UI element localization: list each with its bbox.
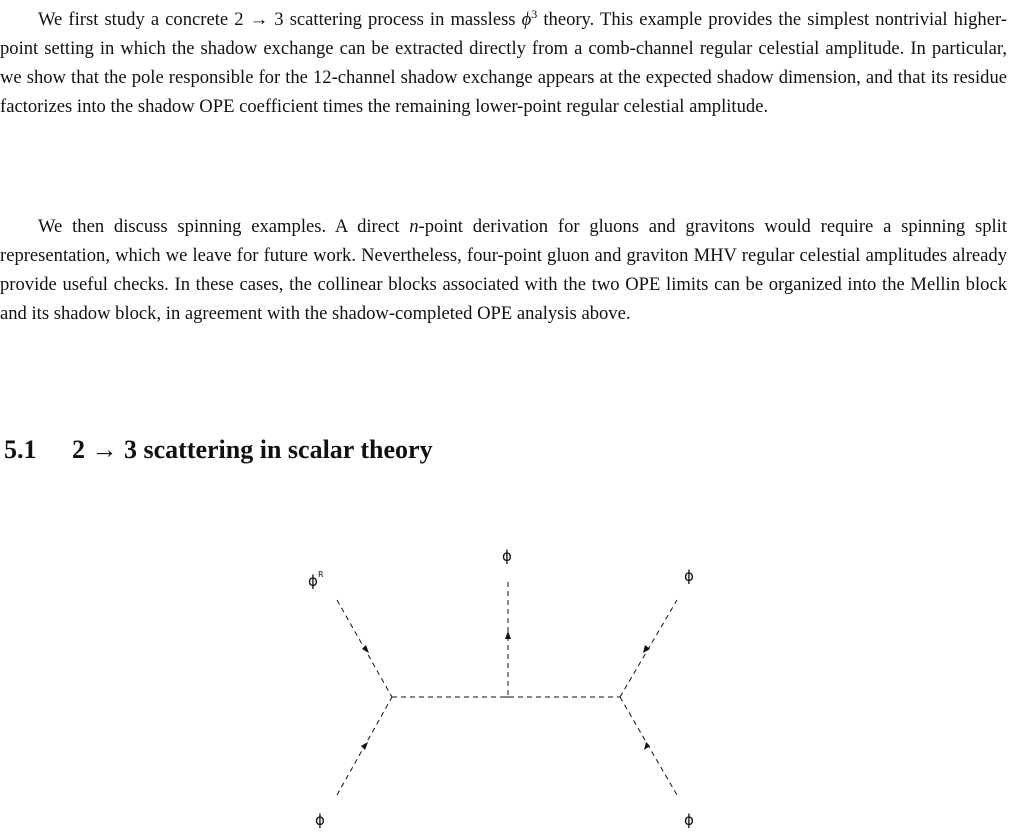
arrow-bottom-right [644,742,650,750]
paragraph-text: theory. This example provides the simplest nontrivial higher-point setting in which the shadow exchange can be extracted directly from a comb-channel regular celestial amplitude. In particular, we show that the pole responsible for the 12-channel shadow exchange appears at the expected shadow dimension, and that its residue factorizes into the shadow OPE coefficient times the remaining lower-point regular celestial amplitude. [0,9,1007,118]
math-n: n [409,216,419,237]
paragraph-text: -point derivation for gluons and gravitons would require a spinning split representation, which we leave for future work. Nevertheless, four-point gluon and graviton MHV regular celestial amplitudes already provide useful checks. In these cases, the collinear blocks associated with the two OPE limits can be organized into the Mellin block and its shadow block, in agreement with the shadow-completed OPE analysis above. [0,216,1007,324]
label-bottom-right: ϕ [684,811,694,829]
paragraph-spinning [0,212,1007,328]
label-top-middle: ϕ [502,547,512,565]
paragraph-text: We then discuss spinning examples. A direct [38,216,410,237]
paragraph-text: We first study a concrete 2 → 3 scattering process in massless [38,9,522,31]
paragraph-intro [0,0,1007,121]
section-number: 5.1 [4,435,37,464]
label-top-left: ϕ [308,572,318,590]
label-top-right: ϕ [684,567,694,585]
feynman-diagram-svg [280,540,730,835]
arrow-top-middle [505,631,511,639]
section-title: 2 → 3 scattering in scalar theory [72,435,433,464]
label-top-left-superscript: R [318,570,324,579]
section-heading [4,435,433,465]
label-bottom-left: ϕ [315,811,325,829]
math-exponent: 3 [531,7,538,21]
arrow-top-right [643,645,650,653]
arrow-bottom-left [361,742,368,750]
math-phi: ϕ [521,9,532,31]
feynman-diagram [280,540,730,835]
arrow-top-left [362,645,369,653]
